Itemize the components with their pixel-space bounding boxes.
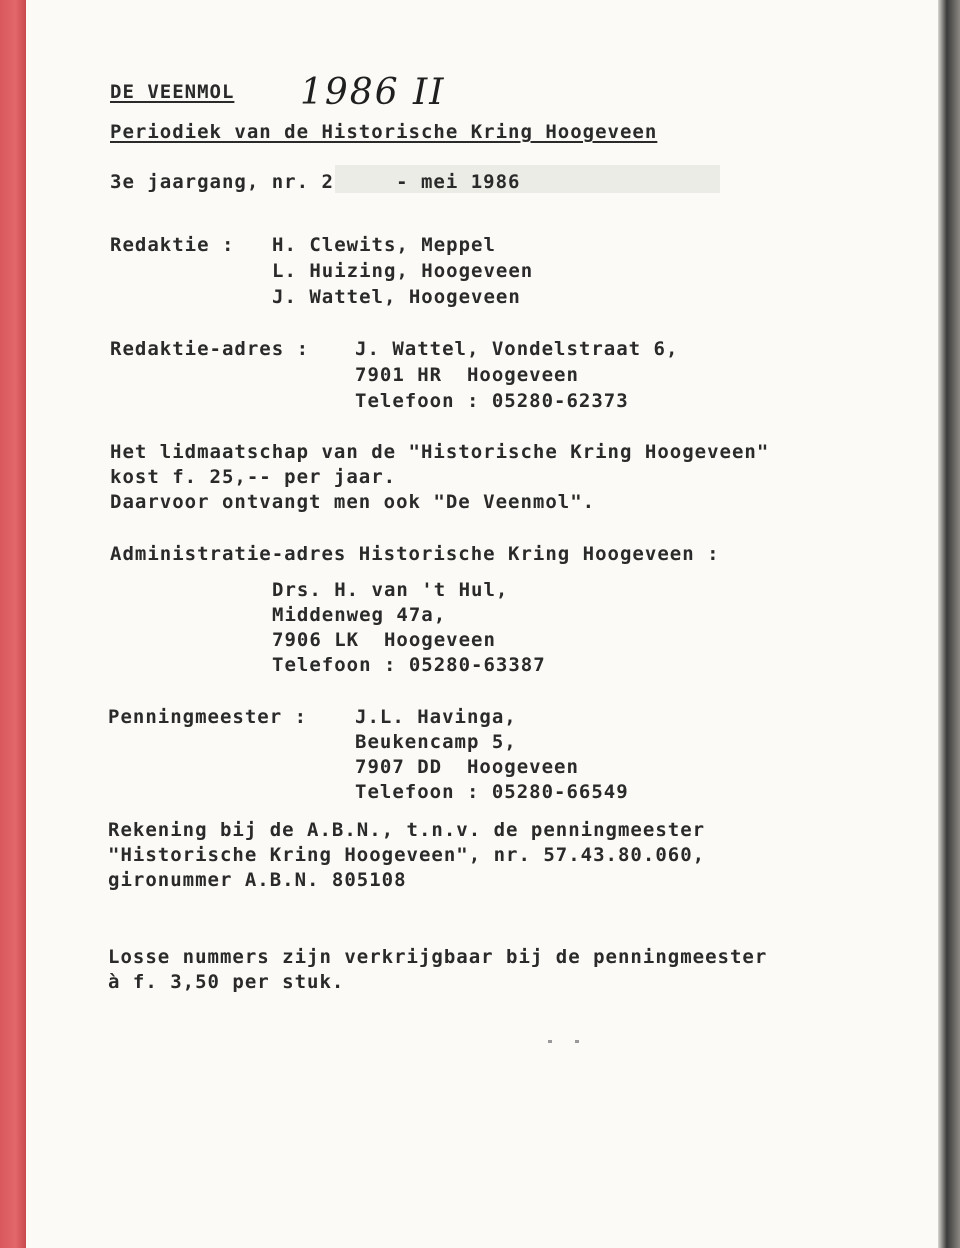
redaktie-label: Redaktie : <box>110 234 235 256</box>
administratie-line: Middenweg 47a, <box>272 604 447 626</box>
redaktie-member: L. Huizing, Hoogeveen <box>272 260 534 282</box>
lidmaatschap-line: Daarvoor ontvangt men ook "De Veenmol". <box>110 491 596 513</box>
red-binding-strip <box>0 0 26 1248</box>
administratie-line: Telefoon : 05280-63387 <box>272 654 546 676</box>
lidmaatschap-line: kost f. 25,-- per jaar. <box>110 466 397 488</box>
redaktie-adres-line: 7901 HR Hoogeveen <box>355 364 579 386</box>
paper-speck <box>575 1040 579 1043</box>
penningmeester-line: 7907 DD Hoogeveen <box>355 756 579 778</box>
penningmeester-label: Penningmeester : <box>108 706 308 728</box>
subtitle: Periodiek van de Historische Kring Hoogeveen <box>110 121 658 143</box>
redaktie-adres-line: J. Wattel, Vondelstraat 6, <box>355 338 679 360</box>
administratie-label: Administratie-adres Historische Kring Hoogeveen : <box>110 543 720 565</box>
page-edge-shadow <box>938 0 960 1248</box>
rekening-line: "Historische Kring Hoogeveen", nr. 57.43.80.060, <box>108 844 706 866</box>
lidmaatschap-line: Het lidmaatschap van de "Historische Kring Hoogeveen" <box>110 441 770 463</box>
rekening-line: gironummer A.B.N. 805108 <box>108 869 407 891</box>
administratie-line: 7906 LK Hoogeveen <box>272 629 496 651</box>
redaktie-member: H. Clewits, Meppel <box>272 234 496 256</box>
issue-line: 3e jaargang, nr. 2 - mei 1986 <box>110 171 521 193</box>
administratie-line: Drs. H. van 't Hul, <box>272 579 509 601</box>
rekening-line: Rekening bij de A.B.N., t.n.v. de penningmeester <box>108 819 706 841</box>
redaktie-adres-label: Redaktie-adres : <box>110 338 310 360</box>
losse-nummers-line: à f. 3,50 per stuk. <box>108 971 345 993</box>
handwritten-note: 1986 II <box>300 72 446 113</box>
penningmeester-line: Telefoon : 05280-66549 <box>355 781 629 803</box>
losse-nummers-line: Losse nummers zijn verkrijgbaar bij de penningmeester <box>108 946 768 968</box>
paper-speck <box>548 1040 552 1043</box>
magazine-name: DE VEENMOL <box>110 81 235 103</box>
penningmeester-line: Beukencamp 5, <box>355 731 517 753</box>
penningmeester-line: J.L. Havinga, <box>355 706 517 728</box>
redaktie-adres-line: Telefoon : 05280-62373 <box>355 390 629 412</box>
redaktie-member: J. Wattel, Hoogeveen <box>272 286 521 308</box>
